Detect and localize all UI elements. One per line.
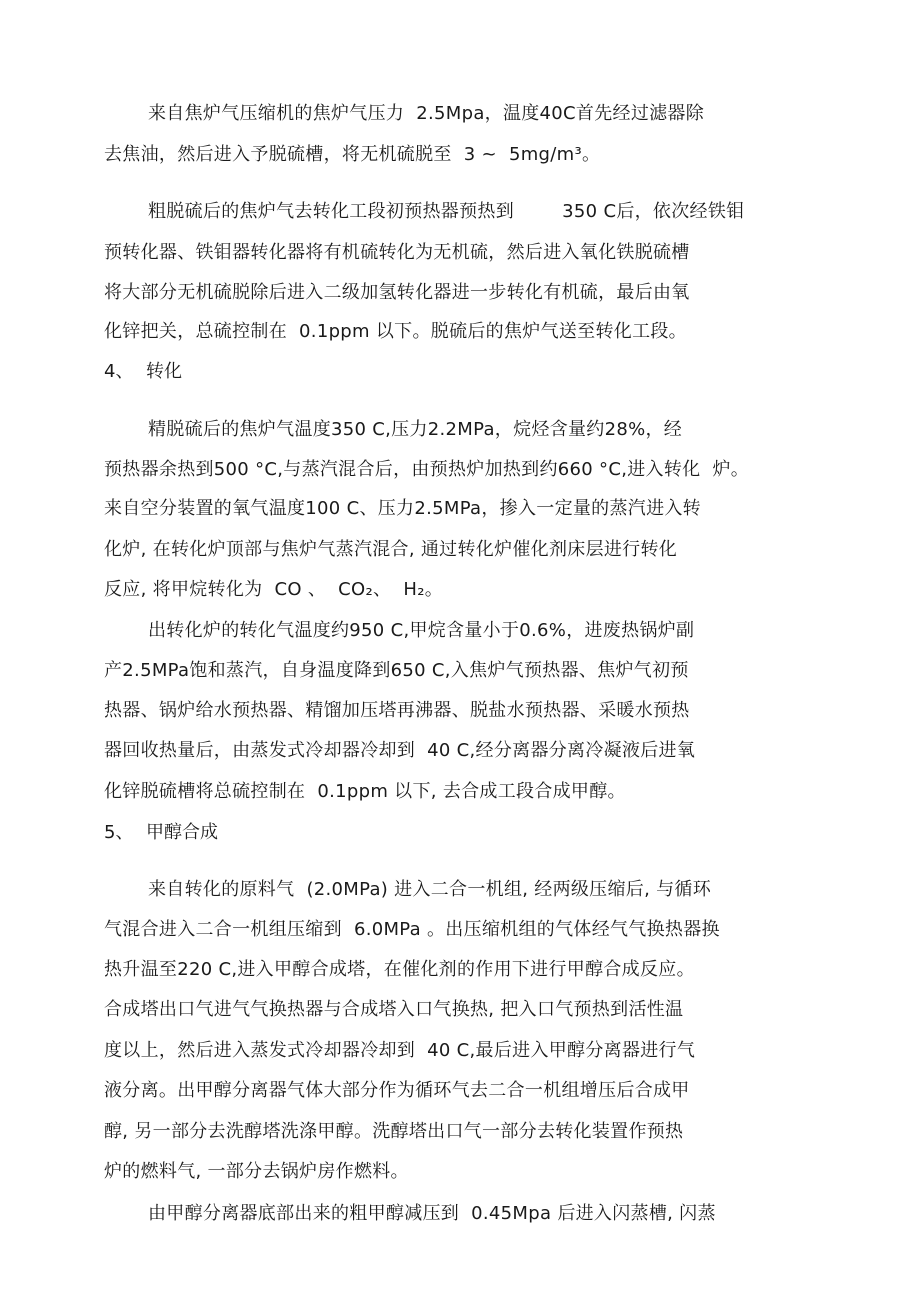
paragraph-line: 预转化器、铁钼器转化器将有机硫转化为无机硫，然后进入氧化铁脱硫槽: [104, 242, 690, 263]
paragraph-line: 气混合进入二合一机组压缩到 6.0MPa 。出压缩机组的气体经气气换热器换: [104, 919, 720, 940]
paragraph-line: 精脱硫后的焦炉气温度350 C,压力2.2MPa，烷烃含量约28%，经: [148, 419, 683, 440]
section-number: 4、: [104, 361, 134, 382]
paragraph-line: 热升温至220 C,进入甲醇合成塔，在催化剂的作用下进行甲醇合成反应。: [104, 959, 695, 980]
section-heading-4: [104, 360, 304, 384]
paragraph-line: 化炉, 在转化炉顶部与焦炉气蒸汽混合, 通过转化炉催化剂床层进行转化: [104, 539, 678, 560]
section-title: 甲醇合成: [146, 822, 218, 843]
paragraph-line: 来自空分装置的氧气温度100 C、压力2.5MPa，掺入一定量的蒸汽进入转: [104, 498, 701, 519]
paragraph-line: 热器、锅炉给水预热器、精馏加压塔再沸器、脱盐水预热器、采暖水预热: [104, 700, 690, 721]
paragraph-line: 来自转化的原料气 (2.0MPa) 进入二合一机组, 经两级压缩后, 与循环: [148, 879, 712, 900]
section-heading-5: [104, 821, 304, 845]
section-title: 转化: [146, 361, 182, 382]
paragraph-line: 由甲醇分离器底部出来的粗甲醇减压到 0.45Mpa 后进入闪蒸槽, 闪蒸: [148, 1203, 716, 1224]
paragraph-line: 出转化炉的转化气温度约950 C,甲烷含量小于0.6%，进废热锅炉副: [148, 620, 695, 641]
paragraph-line: 去焦油，然后进入予脱硫槽，将无机硫脱至 3 ~ 5mg/m³。: [104, 144, 601, 165]
paragraph-line: 预热器余热到500 °C,与蒸汽混合后，由预热炉加热到约660 °C,进入转化 炉。: [104, 459, 750, 480]
paragraph-line: 炉的燃料气, 一部分去锅炉房作燃料。: [104, 1161, 409, 1182]
paragraph-line: 来自焦炉气压缩机的焦炉气压力 2.5Mpa，温度40C首先经过滤器除: [148, 103, 705, 124]
paragraph-line: 粗脱硫后的焦炉气去转化工段初预热器预热到 350 C后，依次经铁钼: [148, 201, 745, 222]
paragraph-line: 器回收热量后，由蒸发式冷却器冷却到 40 C,经分离器分离冷凝液后进氧: [104, 740, 696, 761]
paragraph-line: 度以上，然后进入蒸发式冷却器冷却到 40 C,最后进入甲醇分离器进行气: [104, 1040, 696, 1061]
paragraph-line: 液分离。出甲醇分离器气体大部分作为循环气去二合一机组增压后合成甲: [104, 1080, 690, 1101]
paragraph-line: 化锌脱硫槽将总硫控制在 0.1ppm 以下, 去合成工段合成甲醇。: [104, 781, 626, 802]
paragraph-line: 醇, 另一部分去洗醇塔洗涤甲醇。洗醇塔出口气一部分去转化装置作预热: [104, 1121, 684, 1142]
paragraph-line: 产2.5MPa饱和蒸汽，自身温度降到650 C,入焦炉气预热器、焦炉气初预: [104, 660, 689, 681]
paragraph-line: 将大部分无机硫脱除后进入二级加氢转化器进一步转化有机硫，最后由氧: [104, 282, 690, 303]
section-number: 5、: [104, 822, 134, 843]
paragraph-line: 化锌把关，总硫控制在 0.1ppm 以下。脱硫后的焦炉气送至转化工段。: [104, 321, 687, 342]
paragraph-line: 合成塔出口气进气气换热器与合成塔入口气换热, 把入口气预热到活性温: [104, 999, 684, 1020]
paragraph-line: 反应, 将甲烷转化为 CO 、 CO₂、 H₂。: [104, 579, 444, 600]
